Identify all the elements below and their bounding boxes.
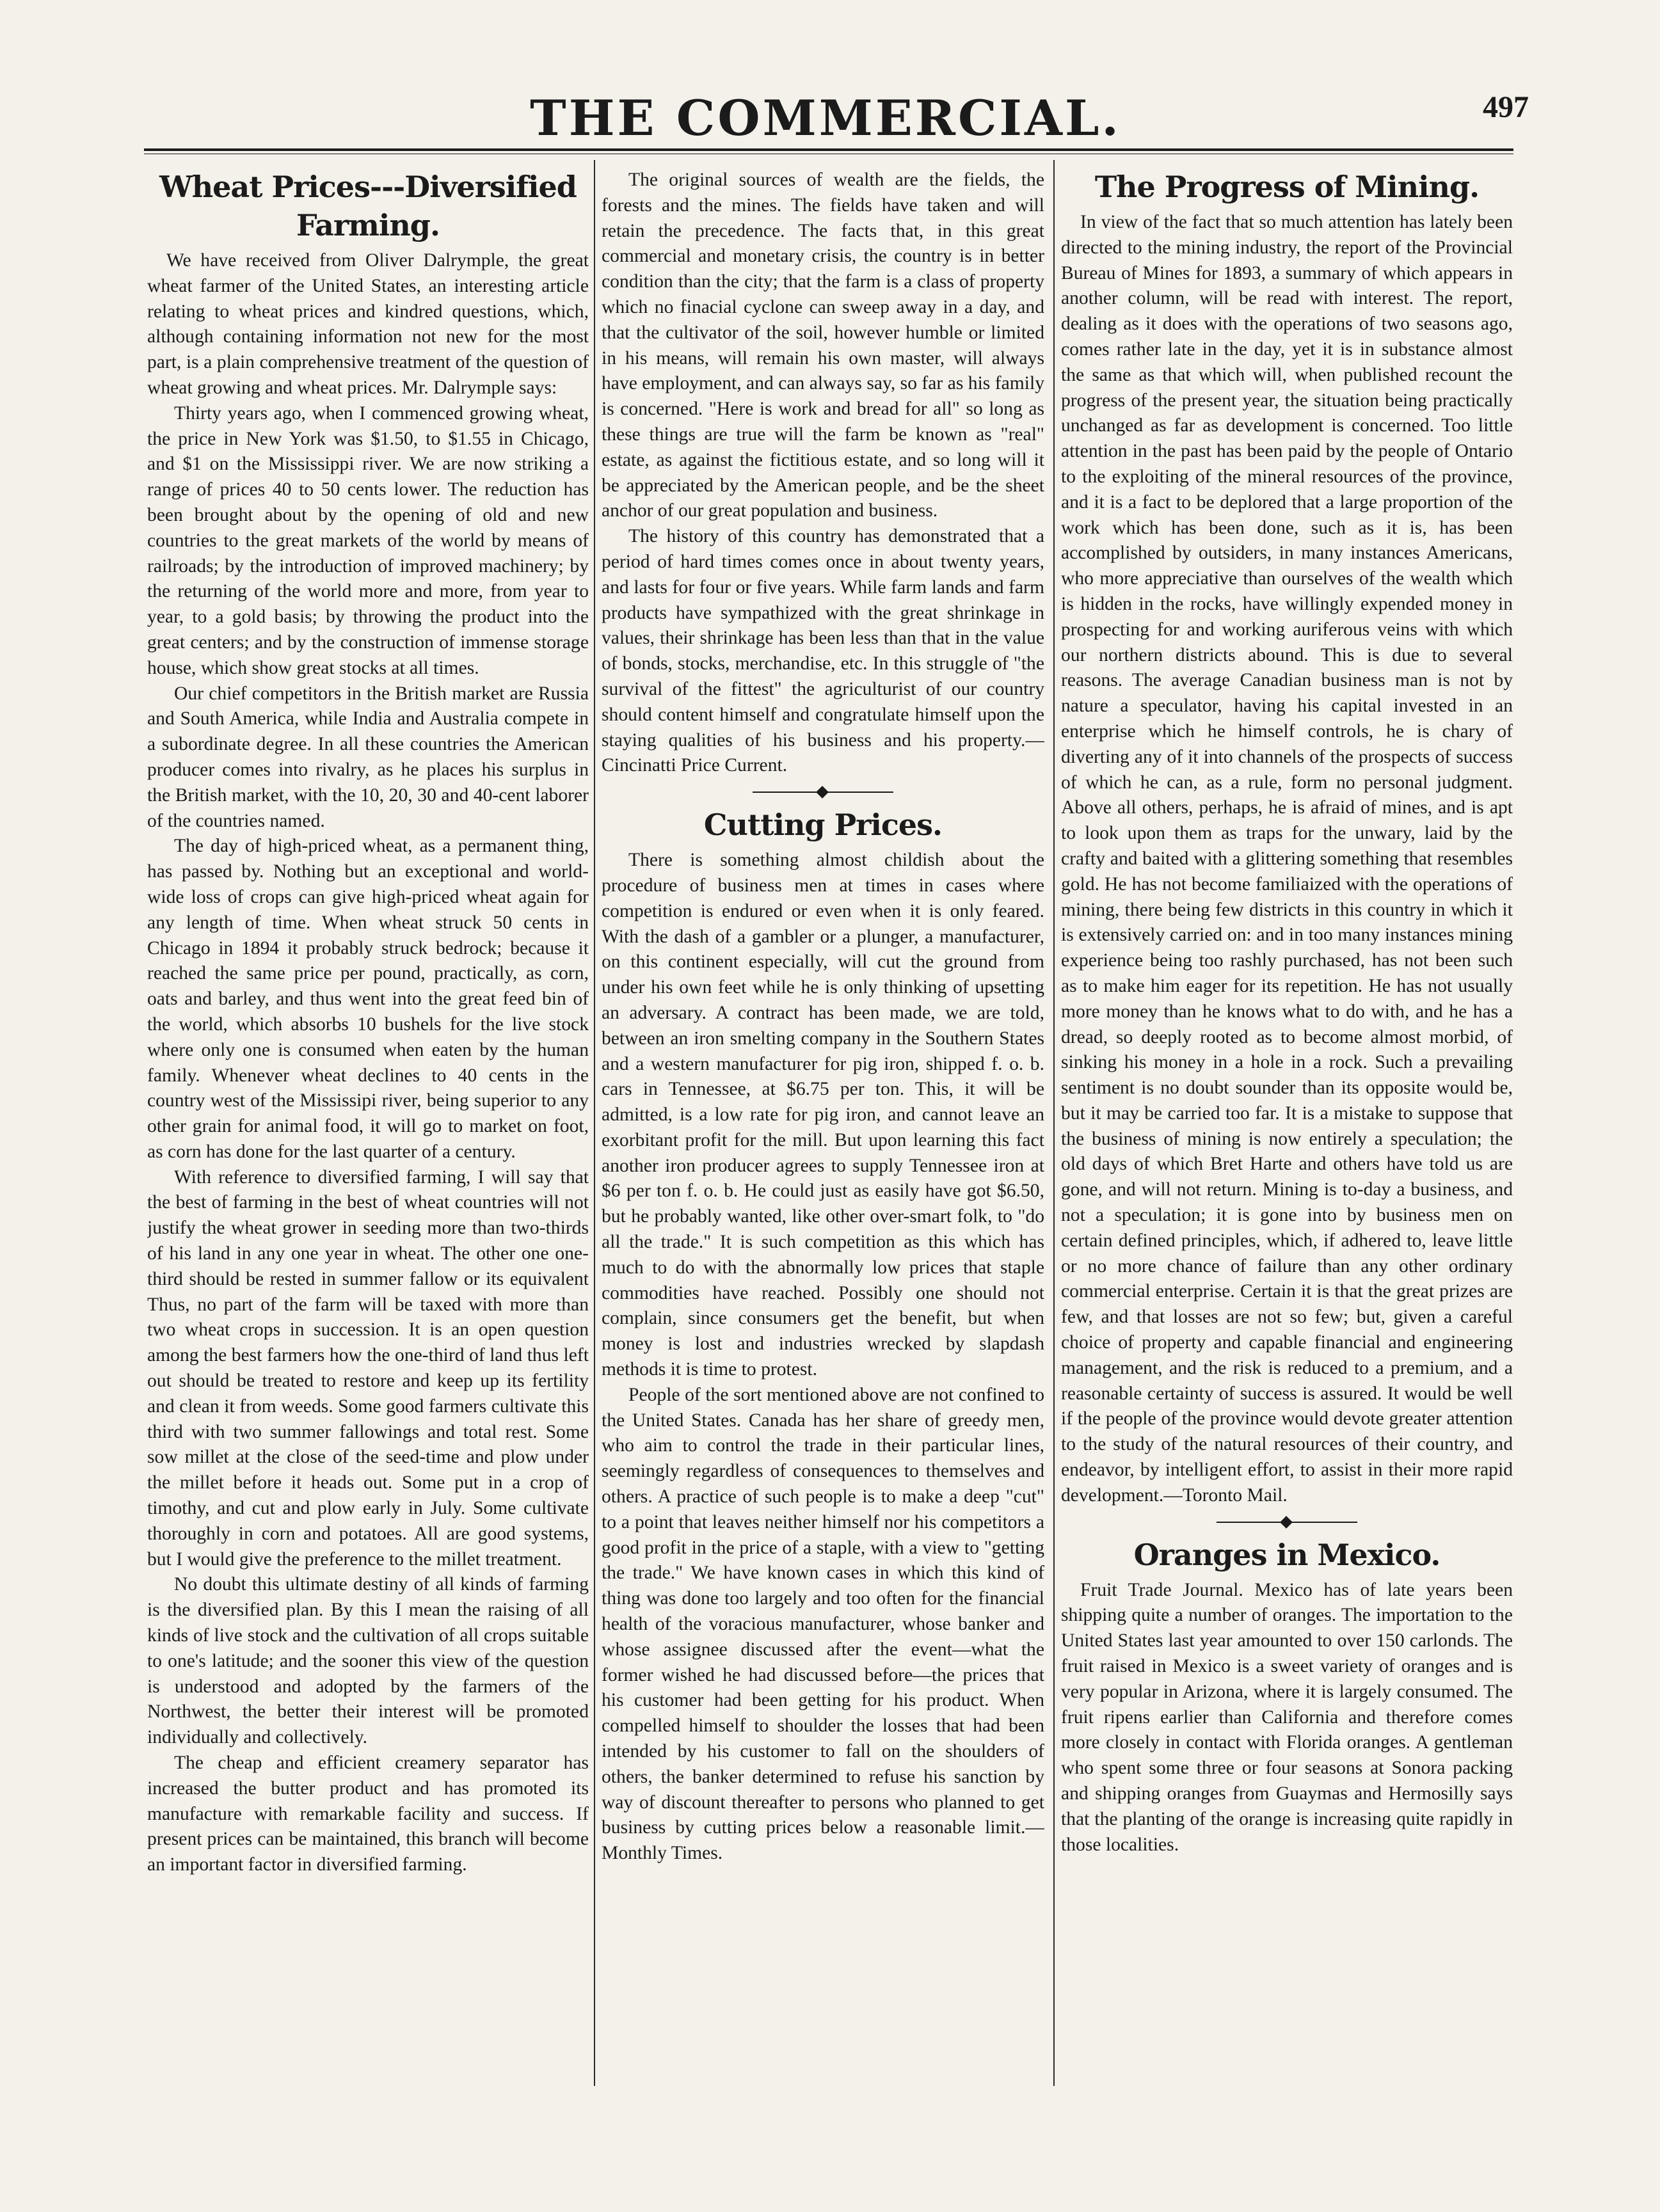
page-number: 497 — [1483, 90, 1529, 124]
article-heading: Oranges in Mexico. — [1133, 1537, 1441, 1572]
article-wheat-prices-continued — [602, 168, 1044, 779]
column-2 — [602, 168, 1044, 2087]
article-cutting-prices — [602, 806, 1044, 1866]
paragraph: The original sources of wealth are the fields, the forests and the mines. The fields have taken and will retain the precedence. The facts that, in this great commercial and monetary crisis, the country is in better condition than the city; that the farm is a class of property which no finacial cyclone can sweep away in a day, and that the cultivator of the soil, however humble or limited in his means, will remain his own master, will always have employment, and can always say, so far as his family is concerned. "Here is work and bread for all" so long as these things are true will the farm be known as "real" estate, as against the fictitious estate, and so long will it be appreciated by the American people, and be the sheet anchor of our great population and business. — [602, 170, 1044, 521]
section-separator — [1217, 1518, 1357, 1527]
paragraph: Fruit Trade Journal. Mexico has of late years been shipping quite a number of oranges. The importation to the United States last year amounted to over 150 carlonds. The fruit raised in Mexico is a sweet variety of oranges and is very popular in Arizona, where it is largely consumed. The fruit ripens earlier than California and therefore comes more closely in contact with Florida oranges. A gentleman who spent some three or four seasons at Sonora packing and shipping oranges from Guaymas and Hermosilly says that the planting of the orange is increasing quite rapidly in those localities. — [1061, 1579, 1513, 1855]
paragraph: In view of the fact that so much attention has lately been directed to the mining industry, the report of the Provincial Bureau of Mines for 1893, a summary of which appears in another column, will be read with interest. The report, dealing as it does with the operations of two seasons ago, comes rather late in the day, yet it is in substance almost the same as that which will, when published recount the progress of the present year, the situation being practically unchanged as far as development is concerned. Too little attention in the past has been paid by the people of Ontario to the exploiting of the mineral resources of the province, and it is a fact to be deplored that a large proportion of the work which has been done, such as it is, has been accomplished by outsiders, in many instances Americans, who more appreciative than ourselves of the wealth which is hidden in the rocks, have willingly expended money in prospecting for and working auriferous veins with which our northern districts abound. This is due to several reasons. The average Canadian business man is not by nature a speculator, having his capital invested in an enterprise which he himself controls, he is chary of diverting any of it into channels of the prospects of success of which he can, as a rule, form no personal judgment. Above all others, perhaps, he is afraid of mines, and is apt to look upon them as traps for the unwary, laid by the crafty and baited with a glittering something that resembles gold. He has not become familiaized with the operations of mining, there being few districts in this country in which it is extensively carried on: and in too many instances mining experience being too rashly purchased, has not been such as to make him eager for its repetition. He has not usually more money than he knows what to do with, and he has a dread, so deeply rooted as to become almost morbid, of sinking his money in a hole in a rock. Such a prevailing sentiment is no doubt sounder than its opposite would be, but it may be carried too far. It is a mistake to suppose that the business of mining is now entirely a speculation; the old days of which Bret Harte and others have told us are gone, and will not return. Mining is to-day a business, and not a speculation; it is gone into by business men on certain defined principles, which, if adhered to, leave little or no more chance of failure than any other ordinary commercial enterprise. Certain it is that the great prizes are few, and that losses are not so few; but, given a careful choice of property and capable financial and engineering management, and the risk is reduced to a premium, and a reasonable certainty of success is assured. It would be well if the people of the province would devote greater attention to the study of the natural resources of their country, and endeavor, by intelligent effort, to assist in their more rapid development.—Toronto Mail. — [1061, 212, 1513, 1506]
paragraph: People of the sort mentioned above are not confined to the United States. Canada has her share of greedy men, who aim to control the trade in their particular lines, seemingly regardless of consequences to themselves and others. A practice of such people is to make a deep "cut" to a point that leaves neither himself nor his competitors a good profit in the price of a staple, with a view to "getting the trade." We have known cases in which this kind of thing was done too largely and too often for the financial health of the voracious manufacturer, whose banker and whose assignee discussed after the event—what the former wished he had discussed before—the prices that his customer had been getting for his product. When compelled himself to shoulder the losses that had been intended by his customer to fall on the shoulders of others, the banker determined to refuse his sanction by way of discount thereafter to persons who planned to get business by cutting prices below a reasonable limit.—Monthly Times. — [602, 1384, 1044, 1864]
section-separator — [753, 788, 893, 797]
paragraph: The day of high-priced wheat, as a permanent thing, has passed by. Nothing but an exceptional and world-wide loss of crops can give high-priced wheat again for any length of time. When wheat struck 50 cents in Chicago in 1894 it probably struck bedrock; because it reached the same price per pound, practically, as corn, oats and barley, and thus went into the great feed bin of the world, which absorbs 10 bushels for the live stock where only one is consumed when eaten by the human family. Whenever wheat declines to 40 cents in the country west of the Mississipi river, being superior to any other grain for animal food, it will go to market on foot, as corn has done for the last quarter of a century. — [147, 836, 589, 1162]
masthead — [0, 0, 1660, 147]
column-1 — [147, 168, 589, 2087]
article-heading: The Progress of Mining. — [1094, 170, 1480, 204]
article-heading: Cutting Prices. — [703, 808, 943, 843]
article-oranges-in-mexico — [1061, 1536, 1513, 1858]
paragraph: Thirty years ago, when I commenced growing wheat, the price in New York was $1.50, to $1.55 in Chicago, and $1 on the Mississippi river. We are now striking a range of prices 40 to 50 cents lower. The reduction has been brought about by the opening of old and new countries to the great markets of the world by means of railroads; by the introduction of improved machinery; by the returning of the world more and more, from year to year, to a gold basis; by throwing the product into the great centers; and by the construction of immense storage house, which show great stocks at all times. — [147, 402, 589, 678]
column-3 — [1061, 168, 1513, 2087]
paragraph: Our chief competitors in the British market are Russia and South America, while India and Australia compete in a subordinate degree. In all these countries the American producer comes into rivalry, as he places his surplus in the British market, with the 10, 20, 30 and 40-cent laborer of the countries named. — [147, 683, 589, 831]
article-heading: Wheat Prices---Diversified Farming. — [159, 170, 577, 243]
paragraph: There is something almost childish about the procedure of business men at times in cases where competition is endured or even when it is only feared. With the dash of a gambler or a plunger, a manufacturer, on this continent especially, will cut the ground from under his own feet while he is only thinking of upsetting an adversary. A contract has been made, we are told, between an iron smelting company in the Southern States and a western manufacturer for pig iron, shipped f. o. b. cars in Tennessee, at $6.75 per ton. This, it will be admitted, is a low rate for pig iron, and cannot leave an exorbitant profit for the mill. But upon learning this fact another iron producer agrees to supply Tennessee iron at $6 per ton f. o. b. He could just as easily have got $6.50, but he probably wanted, like other over-smart folk, to "do all the trade." It is such competition as this which has much to do with the abnormally low prices that staple commodities have reached. Possibly one should not complain, since consumers get the benefit, but when money is lost and industries wrecked by slapdash methods it is time to protest. — [602, 850, 1044, 1380]
article-progress-of-mining — [1061, 168, 1513, 1509]
paragraph: The cheap and efficient creamery separator has increased the butter product and has promoted its manufacture with remarkable facility and success. If present prices can be maintained, this branch will become an important factor in diversified farming. — [147, 1753, 589, 1875]
article-wheat-prices — [147, 168, 589, 1878]
column-divider — [1053, 160, 1055, 2086]
column-divider — [594, 160, 595, 2086]
newspaper-title: THE COMMERCIAL. — [530, 90, 1121, 147]
paragraph: We have received from Oliver Dalrymple, the great wheat farmer of the United States, an interesting article relating to wheat prices and kindred questions, which, although containing information not new for the most part, is a plain comprehensive treatment of the question of wheat growing and wheat prices. Mr. Dalrymple says: — [147, 250, 589, 398]
paragraph: With reference to diversified farming, I will say that the best of farming in the best of wheat countries will not justify the wheat grower in seeding more than two-thirds of his land in any one year in wheat. The other one one-third should be rested in summer fallow or its equivalent Thus, no part of the farm will be taxed with more than two wheat crops in succession. It is an open question among the best farmers how the one-third of land thus left out should be treated to restore and keep up its fertility and clean it from weeds. Some good farmers cultivate this third with two summer fallowings and total rest. Some sow millet at the close of the seed-time and plow under the millet before it heads out. Some put in a crop of timothy, and cut and plow early in July. Some cultivate thoroughly in corn and potatoes. All are good systems, but I would give the preference to the millet treatment. — [147, 1166, 589, 1570]
masthead-rule — [144, 148, 1513, 154]
paragraph: No doubt this ultimate destiny of all kinds of farming is the diversified plan. By this I mean the raising of all kinds of live stock and the cultivation of all crops suitable to one's latitude; and the sooner this view of the question is understood and adopted by the farmers of the Northwest, the better their interest will be promoted individually and collectively. — [147, 1574, 589, 1748]
paragraph: The history of this country has demonstrated that a period of hard times comes once in about twenty years, and lasts for four or five years. While farm lands and farm products have sympathized with the great shrinkage in values, their shrinkage has been less than that in the value of bonds, stocks, merchandise, etc. In this struggle of "the survival of the fittest" the agriculturist of our country should content himself and congratulate himself upon the staying qualities of his business and his property.—Cincinatti Price Current. — [602, 526, 1044, 776]
